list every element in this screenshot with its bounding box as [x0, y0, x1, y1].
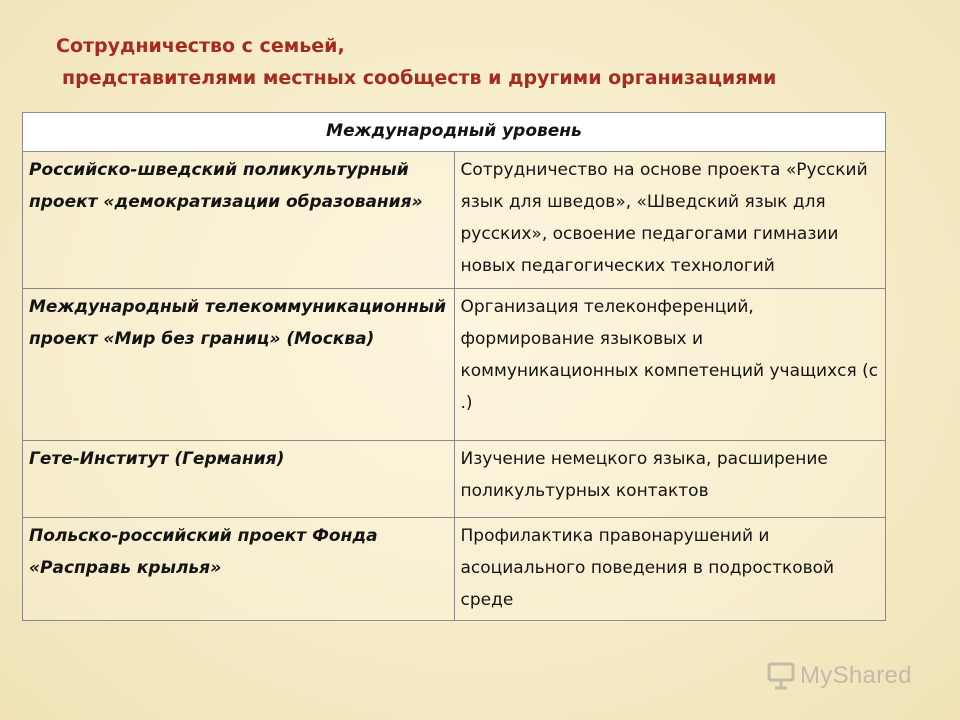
- table-row: [23, 441, 886, 518]
- project-name-cell: Польско-российский проект Фонда «Расправь крылья»: [23, 518, 455, 621]
- project-name-cell: Гете-Институт (Германия): [23, 441, 455, 518]
- project-name-cell: Международный телекоммуникационный проект «Мир без границ» (Москва): [23, 289, 455, 441]
- watermark-text: MyShared: [800, 662, 912, 689]
- project-description-cell: Сотрудничество на основе проекта «Русский язык для шведов», «Шведский язык для русских», освоение педагогами гимназии новых педагогических технологий: [454, 152, 886, 289]
- watermark-logo: [766, 658, 926, 694]
- title-line-2: представителями местных сообществ и другими организациями: [62, 67, 777, 89]
- project-description-cell: Организация телеконференций, формирование языковых и коммуникационных компетенций учащихся (с .): [454, 289, 886, 441]
- cooperation-table: [22, 112, 886, 621]
- table-row: [23, 289, 886, 441]
- presentation-board-icon: [766, 661, 796, 691]
- table-row: [23, 152, 886, 289]
- table-row: [23, 518, 886, 621]
- project-description-cell: Профилактика правонарушений и асоциального поведения в подростковой среде: [454, 518, 886, 621]
- page-title: [56, 30, 916, 94]
- project-name-cell: Российско-шведский поликультурный проект «демократизации образования»: [23, 152, 455, 289]
- table-header: Международный уровень: [23, 113, 886, 152]
- title-line-1: Сотрудничество с семьей,: [56, 35, 345, 57]
- project-description-cell: Изучение немецкого языка, расширение поликультурных контактов: [454, 441, 886, 518]
